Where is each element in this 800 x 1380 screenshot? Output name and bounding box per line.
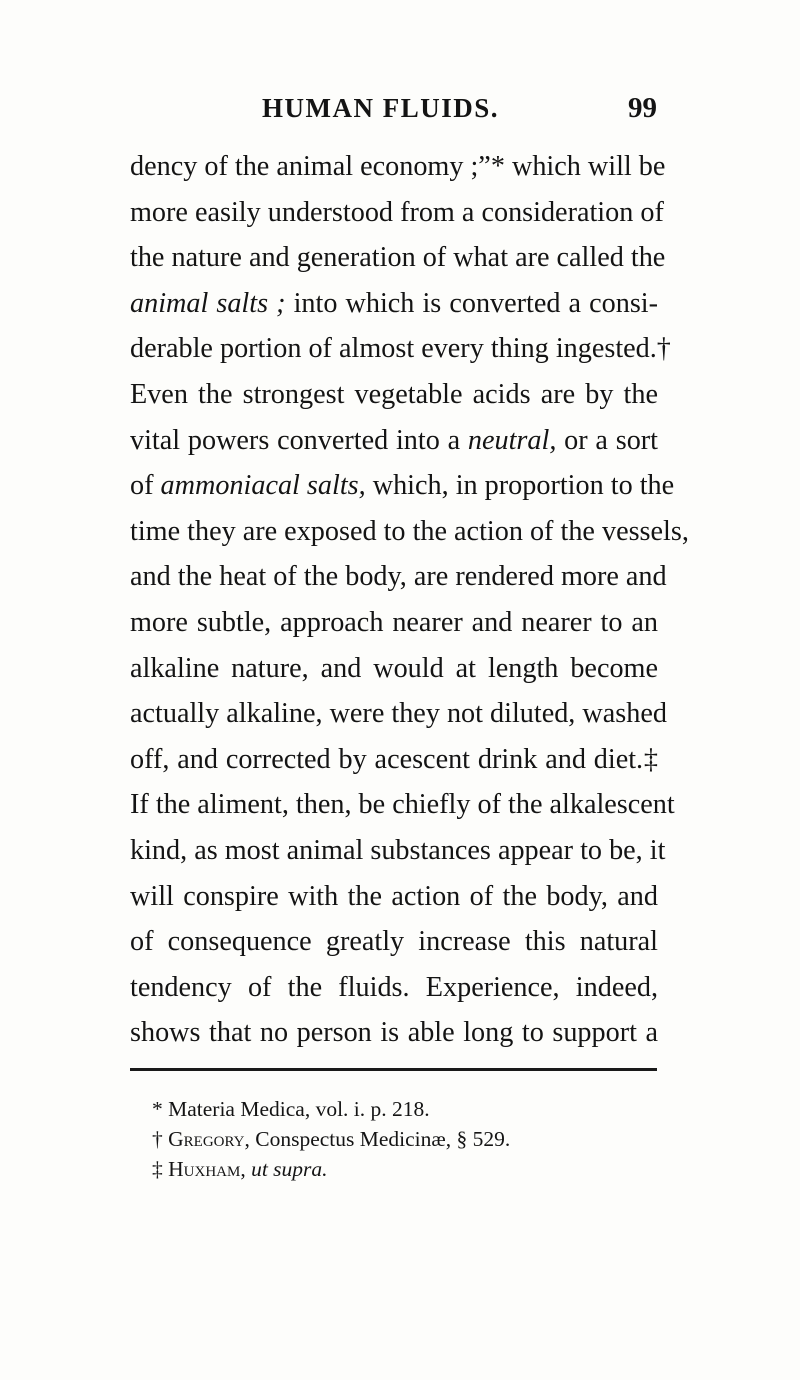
footnote-author: Gregory [162, 1127, 245, 1151]
text-segment: time they are exposed to the action of the vessels, [130, 515, 689, 547]
text-segment: which, in proportion to the [365, 470, 675, 502]
italic-term: animal salts ; [130, 287, 286, 319]
text-line [130, 1010, 658, 1056]
text-line [130, 737, 658, 783]
text-segment: the nature and generation of what are called the [130, 242, 666, 274]
running-head [0, 88, 800, 128]
text-line [130, 190, 664, 236]
text-segment: dency of the animal economy ;”* which will be [130, 151, 666, 182]
text-line [130, 965, 658, 1011]
text-segment: If the aliment, then, be chiefly of the alkalescent [130, 789, 675, 821]
footnote-3 [152, 1154, 652, 1184]
footnote-italic: ut supra. [251, 1157, 328, 1181]
text-segment: and the heat of the body, are rendered more and [130, 561, 667, 593]
text-line [130, 326, 671, 372]
text-line [130, 782, 675, 828]
footnote-divider [130, 1068, 657, 1071]
text-line [130, 235, 666, 281]
footnote-text: Materia Medica, vol. i. p. 218. [162, 1097, 430, 1121]
text-segment: into which is converted a consi- [285, 287, 659, 319]
body-text [130, 144, 689, 1056]
text-line [130, 600, 658, 646]
running-title: HUMAN FLUIDS. [262, 93, 500, 123]
text-segment: shows that no person is able long to support a [130, 1017, 658, 1049]
footnote-text: , [240, 1157, 252, 1181]
text-line [130, 372, 658, 418]
text-segment: will conspire with the action of the body, and [130, 880, 658, 912]
text-segment: off, and corrected by acescent drink and diet.‡ [130, 743, 658, 775]
text-segment: kind, as most animal substances appear to be, it [130, 834, 666, 866]
text-line [130, 554, 667, 600]
text-segment: more easily understood from a consideration of [130, 196, 664, 228]
footnote-mark: † [152, 1127, 163, 1151]
text-segment: of consequence greatly increase this natural [130, 926, 658, 958]
text-line [130, 646, 658, 692]
text-line [130, 828, 666, 874]
text-segment: derable portion of almost every thing ingested.† [130, 333, 671, 365]
text-line [130, 144, 666, 190]
footnote-mark: * [152, 1097, 163, 1121]
text-line [130, 919, 658, 965]
text-line [130, 509, 689, 555]
text-line [130, 874, 658, 920]
text-segment: tendency of the fluids. Experience, indeed, [130, 971, 658, 1003]
footnote-mark: ‡ [152, 1157, 163, 1181]
footnote-2 [152, 1124, 652, 1154]
text-segment: actually alkaline, were they not diluted, washed [130, 698, 667, 730]
text-segment: Even the strongest vegetable acids are by the [130, 378, 658, 410]
text-line [130, 281, 658, 327]
text-segment: more subtle, approach nearer and nearer to an [130, 606, 658, 638]
text-segment: of [130, 470, 161, 502]
text-segment: or a sort [556, 424, 659, 456]
italic-term: ammoniacal salts, [160, 470, 366, 502]
footnote-text: , Conspectus Medicinæ, § 529. [244, 1127, 511, 1151]
text-segment: vital powers converted into a [130, 424, 468, 456]
text-line [130, 691, 667, 737]
footnote-1 [152, 1094, 652, 1124]
footnotes [152, 1094, 652, 1184]
text-line [130, 463, 675, 509]
text-segment: alkaline nature, and would at length become [130, 652, 658, 684]
page-number: 99 [628, 92, 657, 124]
footnote-author: Huxham [162, 1157, 241, 1181]
italic-term: neutral, [467, 424, 557, 456]
text-line [130, 418, 658, 464]
